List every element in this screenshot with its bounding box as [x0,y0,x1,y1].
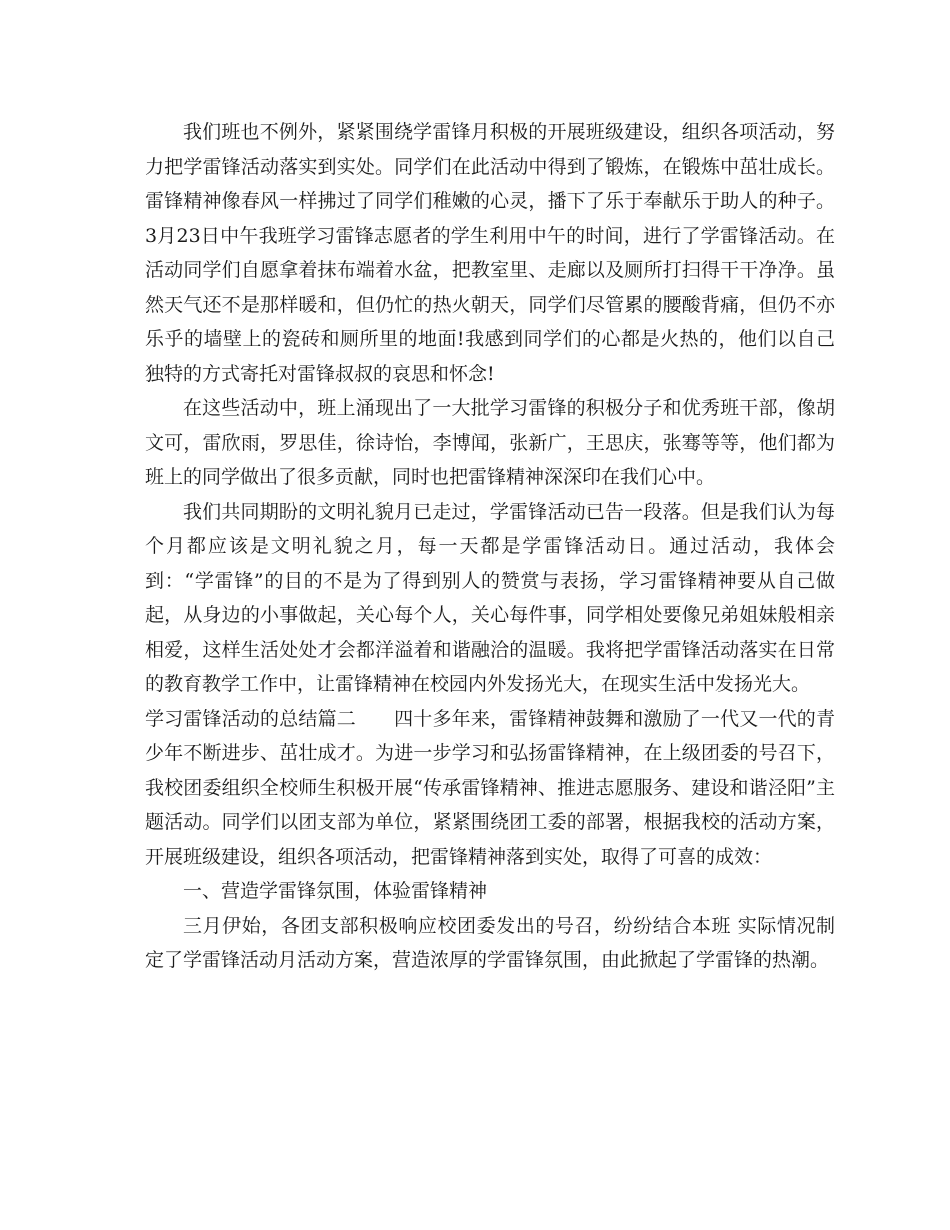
paragraph-6: 三月伊始，各团支部积极响应校团委发出的号召，纷纷结合本班 实际情况制定了学雷锋活动月活动方案，营造浓厚的学雷锋氛围，由此掀起了学雷锋的热潮。 [145,914,835,971]
paragraph-2: 在这些活动中，班上涌现出了一大批学习雷锋的积极分子和优秀班干部，像胡文可，雷欣雨，罗思佳，徐诗怡，李博闻，张新广，王思庆，张骞等等，他们都为班上的同学做出了很多贡献，同时也把雷锋精神深深印在我们心中。 [145,397,835,488]
paragraph-4 [145,702,835,875]
paragraph-1: 我们班也不例外，紧紧围绕学雷锋月积极的开展班级建设，组织各项活动，努力把学雷锋活动落实到实处。同学们在此活动中得到了锻炼，在锻炼中茁壮成长。雷锋精神像春风一样拂过了同学们稚嫩的心灵，播下了乐于奉献乐于助人的种子。 3月23日中午我班学习雷锋志愿者的学生利用中午的时间，进行了学雷锋活动。在活动同学们自愿拿着抹布端着水盆，把教室里、走廊以及厕所打扫得干干净净。虽然天气还不是那样暖和，但仍忙的热火朝天，同学们尽管累的腰酸背痛，但仍不亦乐乎的墙壁上的瓷砖和厕所里的地面!我感到同学们的心都是火热的，他们以自己独特的方式寄托对雷锋叔叔的哀思和怀念! [145,121,835,385]
subheading-1: 一、营造学雷锋氛围，体验雷锋精神 [183,880,488,902]
section-heading: 学习雷锋活动的总结篇二 [145,707,356,730]
paragraph-3: 我们共同期盼的文明礼貌月已走过，学雷锋活动已告一段落。但是我们认为每个月都应该是文明礼貌之月，每一天都是学雷锋活动日。通过活动，我体会到：“学雷锋”的目的不是为了得到别人的赞赏与表扬，学习雷锋精神要从自己做起，从身边的小事做起，关心每个人，关心每件事，同学相处要像兄弟姐妹般相亲相爱，这样生活处处才会都洋溢着和谐融洽的温暖。我将把学雷锋活动落实在日常的教育教学工作中，让雷锋精神在校园内外发扬光大，在现实生活中发扬光大。 [145,500,835,695]
paragraph-4-text: 四十多年来，雷锋精神鼓舞和激励了一代又一代的青少年不断进步、茁壮成才。为进一步学习和弘扬雷锋精神，在上级团委的号召下，我校团委组织全校师生积极开展“传承雷锋精神、推进志愿服务、建设和谐泾阳”主题活动。同学们以团支部为单位，紧紧围绕团工委的部署，根据我校的活动方案，开展班级建设，组织各项活动，把雷锋精神落到实处，取得了可喜的成效： [145,707,835,868]
document-body [145,115,835,978]
